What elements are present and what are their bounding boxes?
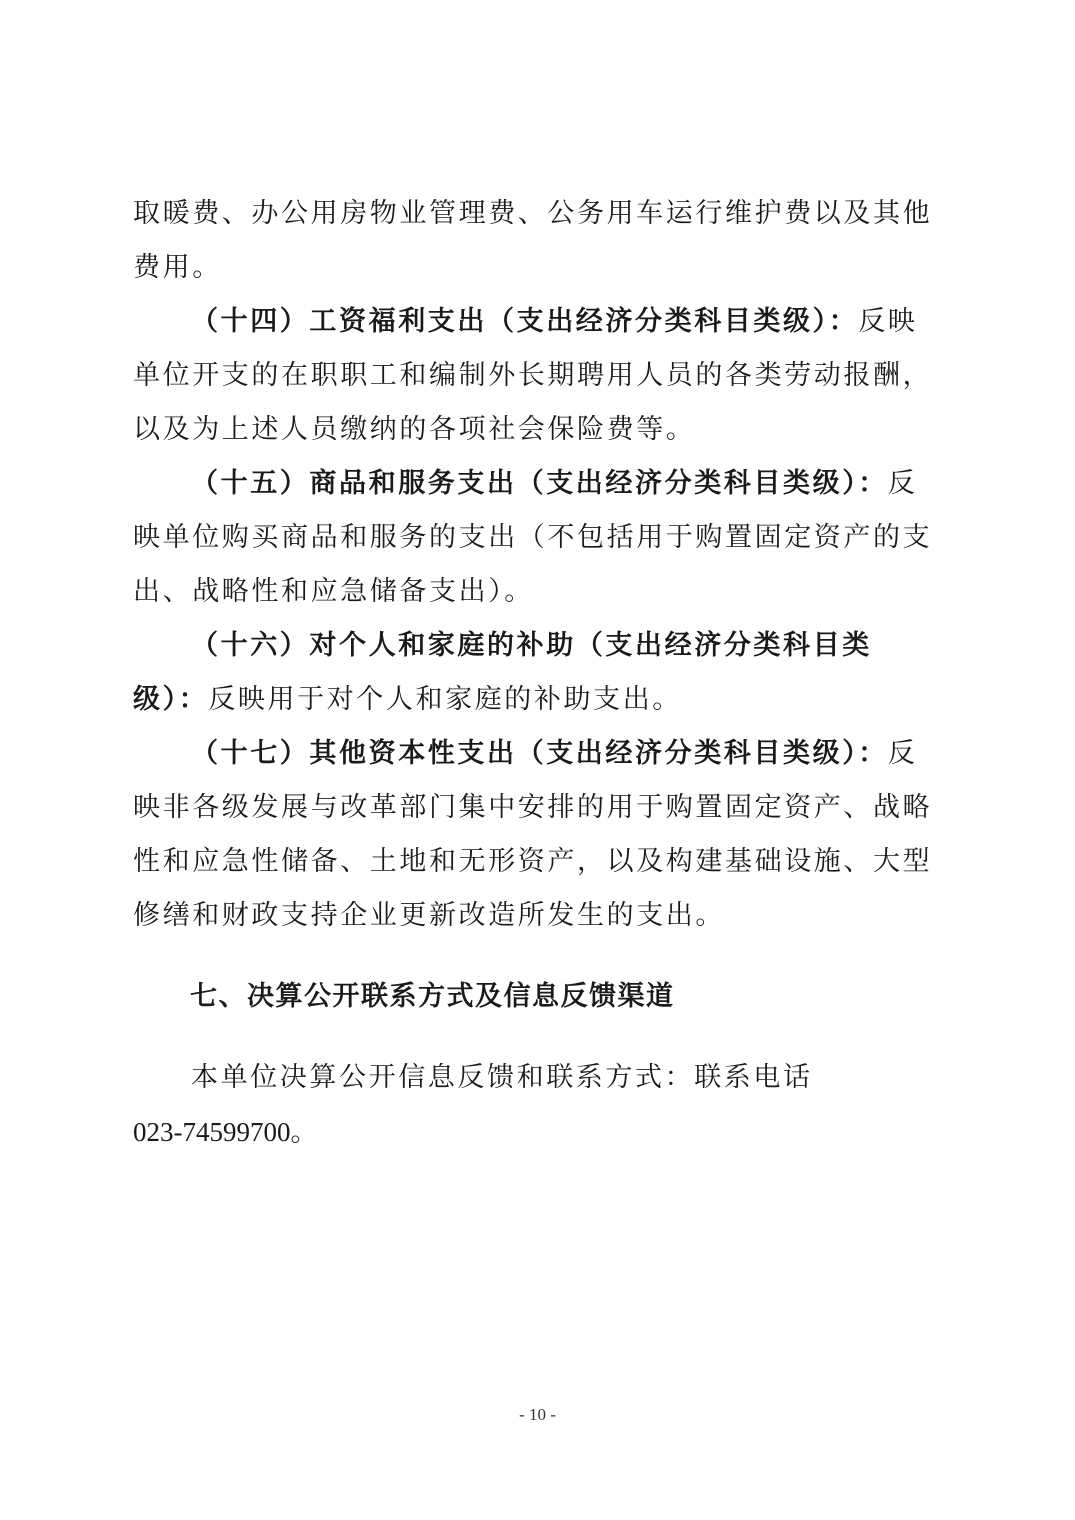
item-fifteen — [133, 457, 945, 619]
continuation-paragraph: 取暖费、办公用房物业管理费、公务用车运行维护费以及其他费用。 — [133, 198, 933, 283]
contact-paragraph: 本单位决算公开信息反馈和联系方式：联系电话 — [191, 1062, 813, 1093]
item-fifteen-title: （十五）商品和服务支出（支出经济分类科目类级）： — [191, 468, 888, 499]
item-seventeen — [133, 727, 945, 943]
item-fourteen — [133, 295, 945, 457]
item-sixteen-title: （十六）对个人和家庭的补助（支出经济分类科目类级）： — [133, 630, 872, 715]
item-fifteen-body: 反映单位购买商品和服务的支出（不包括用于购置固定资产的支出、战略性和应急储备支出）。 — [133, 468, 933, 607]
item-fourteen-body: 反映单位开支的在职职工和编制外长期聘用人员的各类劳动报酬，以及为上述人员缴纳的各项社会保险费等。 — [133, 306, 933, 445]
item-seventeen-body: 反映非各级发展与改革部门集中安排的用于购置固定资产、战略性和应急性储备、土地和无形资产，以及构建基础设施、大型修缮和财政支持企业更新改造所发生的支出。 — [133, 738, 933, 931]
item-sixteen-body: 反映用于对个人和家庭的补助支出。 — [208, 684, 682, 715]
item-sixteen — [133, 619, 945, 727]
section-heading: 七、决算公开联系方式及信息反馈渠道 — [190, 981, 675, 1012]
phone-number: 023-74599700。 — [133, 1117, 318, 1147]
page-number: - 10 - — [519, 1405, 556, 1424]
item-seventeen-title: （十七）其他资本性支出（支出经济分类科目类级）： — [191, 738, 888, 769]
item-fourteen-title: （十四）工资福利支出（支出经济分类科目类级）： — [191, 306, 859, 337]
